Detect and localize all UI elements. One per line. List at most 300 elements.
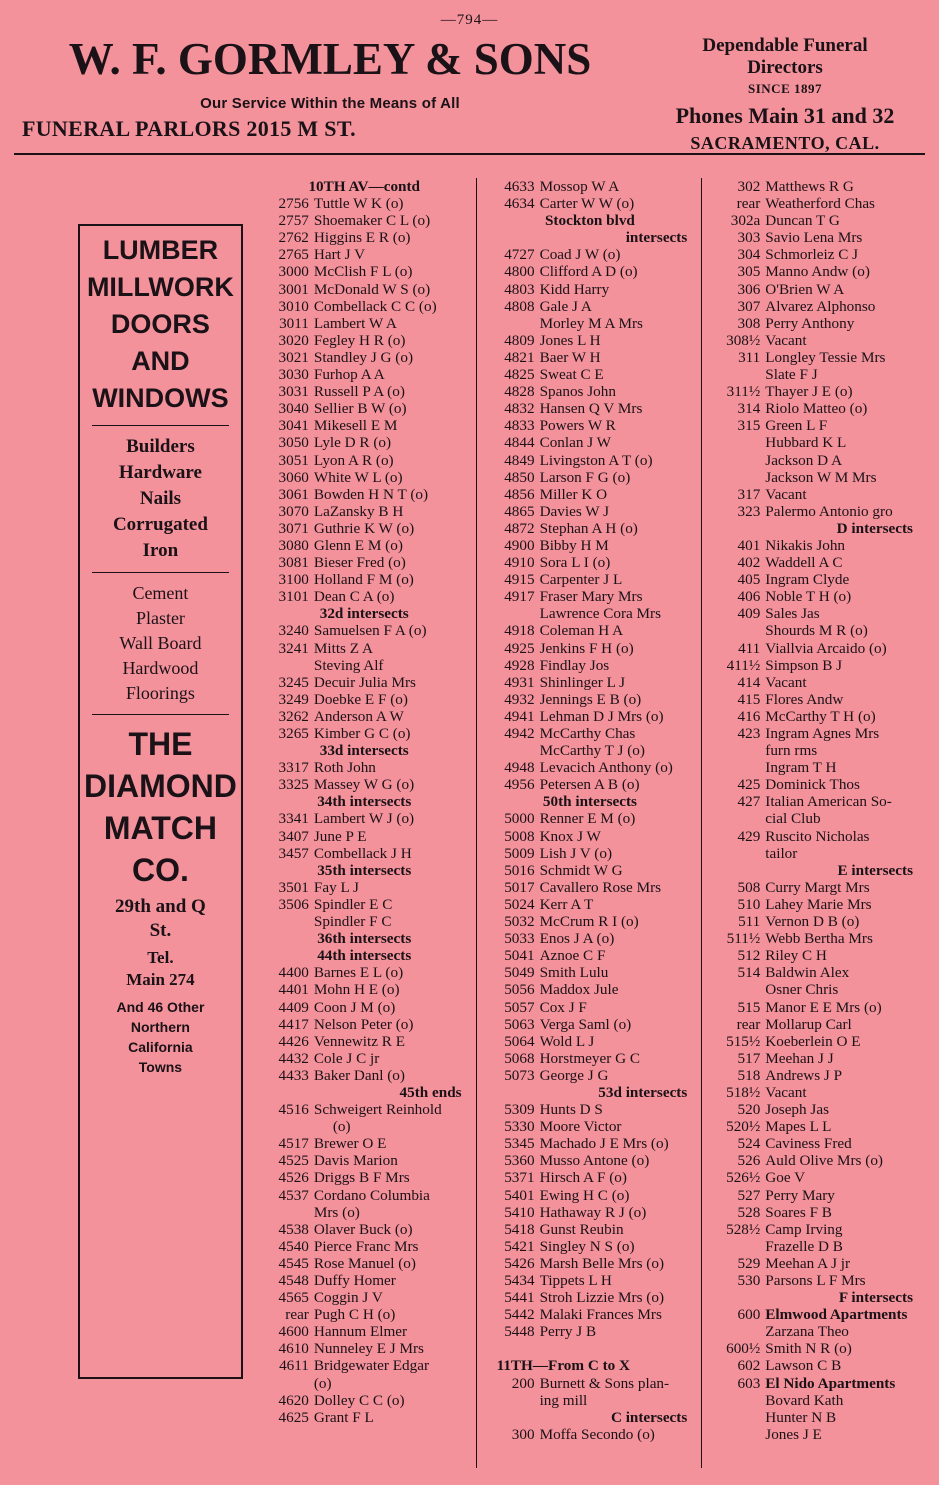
directory-entry	[712, 674, 919, 691]
directory-entry	[261, 1289, 468, 1306]
directory-entry	[487, 1255, 694, 1272]
ad-product: Plaster	[135, 608, 185, 628]
entry-house-number: 4915	[504, 571, 535, 589]
directory-entry	[487, 879, 694, 896]
directory-entry	[487, 1204, 694, 1221]
entry-resident-name: Cole J C jr	[313, 1049, 380, 1067]
entry-resident-name: Schmorleiz C J	[765, 246, 859, 264]
directory-entry	[261, 486, 468, 503]
entry-house-number: 3262	[278, 707, 309, 725]
ad-address	[84, 895, 237, 943]
entry-house-number: rear	[736, 1015, 761, 1033]
phones-line: Phones Main 31 and 32	[675, 103, 895, 128]
directory-entry	[712, 1272, 919, 1289]
directory-entry	[261, 1016, 468, 1033]
directory-entry	[261, 964, 468, 981]
directory-entry	[712, 964, 919, 981]
street-intersect-header: Stockton blvd	[544, 212, 635, 230]
entry-house-number: 4625	[278, 1408, 309, 1426]
directory-entry	[712, 400, 919, 417]
entry-resident-name: Fegley H R (o)	[313, 331, 406, 349]
directory-entry	[487, 1050, 694, 1067]
directory-entry	[261, 810, 468, 827]
entry-resident-name: Sora L I (o)	[539, 554, 611, 572]
entry-resident-name: Glenn E M (o)	[313, 536, 403, 554]
entry-house-number: 4633	[504, 178, 535, 195]
ad-product: Builders	[126, 436, 195, 457]
entry-house-number: 4545	[278, 1254, 309, 1272]
entry-resident-name: Mitts Z A	[313, 639, 373, 657]
entry-resident-name: Lehman D J Mrs (o)	[539, 707, 664, 725]
ad-address-line: St.	[149, 920, 172, 941]
directory-entry	[487, 810, 694, 827]
directory-entry	[261, 1152, 468, 1169]
entry-house-number: 415	[737, 690, 761, 708]
columns-container	[0, 178, 939, 1468]
directory-entry	[261, 674, 468, 691]
directory-entry	[712, 1118, 919, 1135]
masthead-left	[20, 33, 640, 142]
street-intersect-header: C intersects	[610, 1408, 688, 1426]
entry-house-number: 4932	[504, 690, 535, 708]
street-intersect-header: 34th intersects	[317, 793, 412, 811]
entry-house-number: 511	[738, 913, 761, 931]
entry-house-number: 4516	[278, 1101, 309, 1119]
directory-entry	[487, 657, 694, 674]
entry-resident-name: El Nido Apartments	[765, 1374, 896, 1392]
ad-towns-line: And 46 Other	[116, 999, 205, 1015]
entry-resident-name: Cavallero Rose Mrs	[539, 878, 662, 896]
entry-house-number: 3407	[278, 827, 309, 845]
ad-product: Corrugated	[112, 514, 208, 535]
ad-divider	[92, 714, 229, 715]
entry-resident-name: Smith N R (o)	[765, 1340, 852, 1358]
ad-product: Iron	[142, 540, 179, 561]
entry-resident-name: Ewing H C (o)	[539, 1186, 630, 1204]
entry-resident-name: Noble T H (o)	[765, 588, 852, 606]
directory-entry	[261, 366, 468, 383]
directory-entry	[712, 417, 919, 434]
entry-house-number: 4865	[504, 502, 535, 520]
directory-entry	[487, 1118, 694, 1135]
directory-entry	[712, 793, 919, 810]
entry-resident-name: Curry Margt Mrs	[765, 878, 870, 896]
entry-house-number: 317	[737, 485, 761, 503]
directory-continuation-line: Shourds M R (o)	[765, 622, 868, 640]
directory-entry	[261, 759, 468, 776]
entry-house-number: 515	[737, 998, 761, 1016]
ad-products-primary	[84, 434, 237, 564]
entry-house-number: 600½	[726, 1340, 761, 1358]
directory-continuation-line: Mrs (o)	[313, 1203, 360, 1221]
diamond-match-advertisement	[78, 224, 243, 1379]
entry-house-number: 5371	[504, 1169, 535, 1187]
entry-resident-name: Coon J M (o)	[313, 998, 396, 1016]
directory-entry	[487, 383, 694, 400]
directory-entry	[487, 1323, 694, 1340]
entry-resident-name: Perry Mary	[765, 1186, 835, 1204]
entry-house-number: 528½	[726, 1220, 761, 1238]
street-intersect-header: 50th intersects	[542, 793, 637, 811]
entry-house-number: 3317	[278, 759, 309, 777]
directory-entry	[712, 503, 919, 520]
directory-entry	[712, 1187, 919, 1204]
entry-resident-name: Livingston A T (o)	[539, 451, 653, 469]
entry-house-number: 303	[737, 229, 761, 247]
entry-resident-name: Webb Bertha Mrs	[765, 930, 873, 948]
entry-house-number: 3011	[279, 314, 309, 332]
entry-house-number: 200	[511, 1374, 535, 1392]
entry-resident-name: Hannum Elmer	[313, 1323, 408, 1341]
ad-product: Hardware	[118, 462, 202, 483]
entry-house-number: 5064	[504, 1032, 535, 1050]
directory-entry	[487, 503, 694, 520]
directory-continuation-line: furn rms	[765, 742, 818, 760]
ad-towns	[84, 997, 237, 1077]
entry-resident-name: Koeberlein O E	[765, 1032, 861, 1050]
entry-resident-name: Fay L J	[313, 878, 359, 896]
entry-house-number: 4611	[279, 1357, 309, 1375]
entry-resident-name: Hirsch A F (o)	[539, 1169, 627, 1187]
entry-house-number: 405	[737, 571, 761, 589]
entry-house-number: 5033	[504, 930, 535, 948]
page-body	[0, 178, 939, 1485]
directory-entry	[712, 383, 919, 400]
directory-entry	[487, 349, 694, 366]
entry-resident-name: Hart J V	[313, 246, 366, 264]
street-intersect-header: intersects	[625, 229, 688, 247]
entry-resident-name: Palermo Antonio gro	[765, 502, 893, 520]
entry-resident-name: Brewer O E	[313, 1135, 387, 1153]
entry-house-number: 3020	[278, 331, 309, 349]
directory-entry	[261, 229, 468, 246]
directory-continuation-line: Ingram T H	[765, 759, 837, 777]
entry-resident-name: Simpson B J	[765, 656, 843, 674]
entry-resident-name: Joseph Jas	[765, 1101, 829, 1119]
entry-resident-name: Bridgewater Edgar	[313, 1357, 429, 1375]
entry-house-number: 4808	[504, 297, 535, 315]
entry-house-number: 511½	[726, 930, 761, 948]
entry-house-number: 3080	[278, 536, 309, 554]
directory-entry	[487, 1375, 694, 1392]
entry-house-number: 302a	[730, 212, 761, 230]
directory-entry	[487, 828, 694, 845]
entry-house-number: 4956	[504, 776, 535, 794]
entry-house-number: 5032	[504, 913, 535, 931]
directory-entry	[487, 1426, 694, 1443]
entry-resident-name: Sellier B W (o)	[313, 400, 407, 418]
spacer	[487, 1340, 694, 1357]
entry-resident-name: Musso Antone (o)	[539, 1152, 650, 1170]
directory-entry	[487, 981, 694, 998]
ad-product: Nails	[139, 488, 182, 509]
entry-resident-name: Ingram Clyde	[765, 571, 850, 589]
directory-entry	[487, 246, 694, 263]
entry-resident-name: June P E	[313, 827, 367, 845]
entry-resident-name: McCarthy Chas	[539, 725, 636, 742]
directory-entry	[712, 349, 919, 366]
entry-house-number: 4942	[504, 725, 535, 742]
entry-house-number: 5041	[504, 947, 535, 965]
directory-entry	[712, 1152, 919, 1169]
entry-house-number: 5016	[504, 861, 535, 879]
entry-house-number: 4803	[504, 280, 535, 298]
directory-entry	[712, 554, 919, 571]
entry-resident-name: Baldwin Alex	[765, 964, 850, 982]
directory-continuation-line: Morley M A Mrs	[539, 314, 643, 332]
directory-continuation-line: McCarthy T J (o)	[539, 742, 645, 760]
entry-resident-name: Sales Jas	[765, 605, 820, 623]
directory-continuation-line: Lawrence Cora Mrs	[539, 605, 662, 623]
entry-resident-name: Spanos John	[539, 383, 616, 401]
directory-entry	[261, 246, 468, 263]
entry-house-number: 600	[737, 1306, 761, 1324]
entry-resident-name: Rose Manuel (o)	[313, 1254, 416, 1272]
entry-house-number: 4844	[504, 434, 535, 452]
directory-entry	[261, 1101, 468, 1118]
entry-house-number: 2757	[278, 212, 309, 230]
entry-resident-name: Jones L H	[539, 331, 601, 349]
directory-continuation-line: Bovard Kath	[765, 1391, 844, 1409]
entry-resident-name: Manno Andw (o)	[765, 263, 870, 281]
entry-house-number: 520½	[726, 1118, 761, 1136]
directory-continuation-line: Osner Chris	[765, 981, 839, 999]
directory-entry	[712, 947, 919, 964]
directory-entry	[487, 845, 694, 862]
entry-house-number: 5068	[504, 1049, 535, 1067]
entry-resident-name: Anderson A W	[313, 707, 404, 725]
ad-product: Hardwood	[122, 658, 199, 678]
entry-house-number: 3051	[278, 451, 309, 469]
directory-entry	[712, 298, 919, 315]
entry-house-number: 2762	[278, 229, 309, 247]
entry-house-number: 527	[737, 1186, 761, 1204]
street-intersect-header: 32d intersects	[319, 605, 409, 623]
entry-house-number: 323	[737, 502, 761, 520]
entry-resident-name: Maddox Jule	[539, 981, 619, 999]
directory-entry	[712, 1050, 919, 1067]
directory-entry	[261, 1135, 468, 1152]
entry-resident-name: Vacant	[765, 1083, 807, 1101]
entry-house-number: 5434	[504, 1272, 535, 1289]
entry-resident-name: Olaver Buck (o)	[313, 1220, 413, 1238]
entry-resident-name: Lyon A R (o)	[313, 451, 394, 469]
entry-resident-name: Sweat C E	[539, 366, 604, 384]
entry-resident-name: Miller K O	[539, 485, 608, 503]
directory-continuation-line: (o)	[313, 1374, 332, 1392]
directory-entry	[487, 1101, 694, 1118]
entry-house-number: 4917	[504, 588, 535, 606]
entry-resident-name: Kidd Harry	[539, 280, 610, 298]
directory-entry	[712, 1340, 919, 1357]
entry-resident-name: Higgins E R (o)	[313, 229, 411, 247]
entry-house-number: 311	[738, 348, 761, 366]
entry-house-number: 3031	[278, 383, 309, 401]
directory-entry	[487, 400, 694, 417]
entry-resident-name: Pugh C H (o)	[313, 1306, 396, 1324]
directory-entry	[487, 999, 694, 1016]
entry-house-number: 3501	[278, 878, 309, 896]
directory-entry	[487, 452, 694, 469]
street-intersect-header: 36th intersects	[317, 930, 412, 948]
directory-entry	[487, 964, 694, 981]
ad-advertiser-line: MATCH	[103, 810, 218, 846]
street-intersect-header: 53d intersects	[598, 1083, 688, 1101]
entry-house-number: 4910	[504, 554, 535, 572]
funeral-parlors-address: FUNERAL PARLORS 2015 M ST.	[22, 116, 356, 141]
entry-house-number: 4433	[278, 1066, 309, 1084]
entry-resident-name: Weatherford Chas	[765, 195, 875, 213]
directory-entry	[712, 315, 919, 332]
entry-resident-name: Vacant	[765, 331, 807, 349]
directory-entry	[712, 879, 919, 896]
directory-entry	[487, 571, 694, 588]
entry-house-number: 530	[737, 1272, 761, 1289]
ad-products-secondary	[84, 581, 237, 706]
entry-house-number: 3000	[278, 263, 309, 281]
entry-resident-name: Nunneley E J Mrs	[313, 1340, 424, 1358]
street-intersect-header: E intersects	[837, 861, 913, 879]
directory-entry	[487, 947, 694, 964]
entry-resident-name: Powers W R	[539, 417, 616, 435]
entry-house-number: 4538	[278, 1220, 309, 1238]
entry-resident-name: Massey W G (o)	[313, 776, 415, 794]
directory-entry	[487, 930, 694, 947]
directory-entry	[261, 845, 468, 862]
directory-entry	[712, 178, 919, 195]
entry-resident-name: Holland F M (o)	[313, 571, 414, 589]
directory-entry	[261, 640, 468, 657]
directory-entry	[712, 725, 919, 742]
entry-house-number: 4825	[504, 366, 535, 384]
directory-entry	[261, 469, 468, 486]
entry-house-number: 300	[511, 1425, 535, 1443]
entry-house-number: 5056	[504, 981, 535, 999]
ad-address-line: 29th and Q	[115, 896, 206, 917]
directory-continuation-line: ing mill	[539, 1391, 588, 1409]
entry-resident-name: Lawson C B	[765, 1357, 842, 1375]
entry-house-number: 5309	[504, 1101, 535, 1119]
entry-house-number: 3245	[278, 673, 309, 691]
entry-house-number: 3070	[278, 502, 309, 520]
entry-house-number: 5330	[504, 1118, 535, 1136]
directory-entry	[261, 537, 468, 554]
entry-resident-name: Kimber G C (o)	[313, 725, 411, 742]
entry-resident-name: Pierce Franc Mrs	[313, 1237, 419, 1255]
entry-house-number: 3040	[278, 400, 309, 418]
entry-house-number: 5017	[504, 878, 535, 896]
directory-entry	[712, 212, 919, 229]
entry-house-number: 5345	[504, 1135, 535, 1153]
directory-entry	[487, 640, 694, 657]
directory-entry	[712, 281, 919, 298]
entry-house-number: 427	[737, 793, 761, 811]
entry-house-number: 4856	[504, 485, 535, 503]
entry-house-number: 4600	[278, 1323, 309, 1341]
entry-resident-name: Bowden H N T (o)	[313, 485, 429, 503]
street-intersect-header: 45th ends	[399, 1083, 462, 1101]
entry-resident-name: Cordano Columbia	[313, 1186, 430, 1204]
directory-entry	[487, 862, 694, 879]
entry-house-number: 402	[737, 554, 761, 572]
directory-entry	[487, 1033, 694, 1050]
entry-resident-name: Dominick Thos	[765, 776, 860, 794]
entry-house-number: 425	[737, 776, 761, 794]
entry-resident-name: Manor E E Mrs (o)	[765, 998, 882, 1016]
entry-house-number: 517	[737, 1049, 761, 1067]
directory-entry	[712, 930, 919, 947]
street-intersect-header: 10TH AV—contd	[308, 178, 420, 195]
entry-house-number: 308½	[726, 331, 761, 349]
entry-house-number: 4872	[504, 519, 535, 537]
entry-house-number: 5000	[504, 810, 535, 828]
entry-resident-name: Malaki Frances Mrs	[539, 1306, 662, 1324]
entry-resident-name: Meehan J J	[765, 1049, 834, 1067]
entry-house-number: 3457	[278, 844, 309, 862]
entry-resident-name: Soares F B	[765, 1203, 832, 1221]
directory-entry	[712, 588, 919, 605]
entry-house-number: 4925	[504, 639, 535, 657]
entry-resident-name: O'Brien W A	[765, 280, 845, 298]
entry-house-number: 4426	[278, 1032, 309, 1050]
entry-house-number: 5442	[504, 1306, 535, 1324]
entry-resident-name: Waddell A C	[765, 554, 843, 572]
street-intersect-header: F intersects	[838, 1289, 913, 1307]
directory-entry	[261, 981, 468, 998]
entry-house-number: 5410	[504, 1203, 535, 1221]
entry-resident-name: Auld Olive Mrs (o)	[765, 1152, 883, 1170]
entry-house-number: 4941	[504, 707, 535, 725]
directory-entry	[712, 1067, 919, 1084]
directory-entry	[261, 879, 468, 896]
entry-resident-name: Levacich Anthony (o)	[539, 759, 673, 777]
ad-towns-line: Towns	[138, 1059, 183, 1075]
directory-entry	[261, 554, 468, 571]
directory-entry	[261, 1033, 468, 1050]
entry-resident-name: Enos J A (o)	[539, 930, 615, 948]
entry-resident-name: Shinlinger L J	[539, 673, 626, 691]
directory-entry	[487, 708, 694, 725]
entry-resident-name: Mikesell E M	[313, 417, 398, 435]
entry-house-number: 4931	[504, 673, 535, 691]
entry-house-number: 3265	[278, 725, 309, 742]
directory-entry	[712, 195, 919, 212]
directory-entry	[261, 383, 468, 400]
entry-house-number: 4634	[504, 195, 535, 213]
entry-house-number: 518	[737, 1066, 761, 1084]
entry-resident-name: White W L (o)	[313, 468, 403, 486]
entry-house-number: 401	[737, 536, 761, 554]
entry-house-number: 4610	[278, 1340, 309, 1358]
entry-resident-name: Carpenter J L	[539, 571, 623, 589]
entry-house-number: rear	[736, 195, 761, 213]
directory-continuation-line: Jones J E	[765, 1425, 822, 1443]
directory-entry	[487, 1135, 694, 1152]
directory-continuation-line: Hunter N B	[765, 1408, 837, 1426]
directory-entry	[261, 1187, 468, 1204]
entry-house-number: 529	[737, 1254, 761, 1272]
directory-entry	[261, 691, 468, 708]
directory-entry	[487, 1289, 694, 1306]
directory-continuation-line: tailor	[765, 844, 798, 862]
entry-resident-name: Italian American So-	[765, 793, 892, 811]
entry-resident-name: Singley N S (o)	[539, 1237, 635, 1255]
entry-house-number: 5421	[504, 1237, 535, 1255]
directory-entry	[487, 1306, 694, 1323]
directory-entry	[261, 1340, 468, 1357]
entry-resident-name: Parsons L F Mrs	[765, 1272, 866, 1289]
entry-house-number: 4620	[278, 1391, 309, 1409]
